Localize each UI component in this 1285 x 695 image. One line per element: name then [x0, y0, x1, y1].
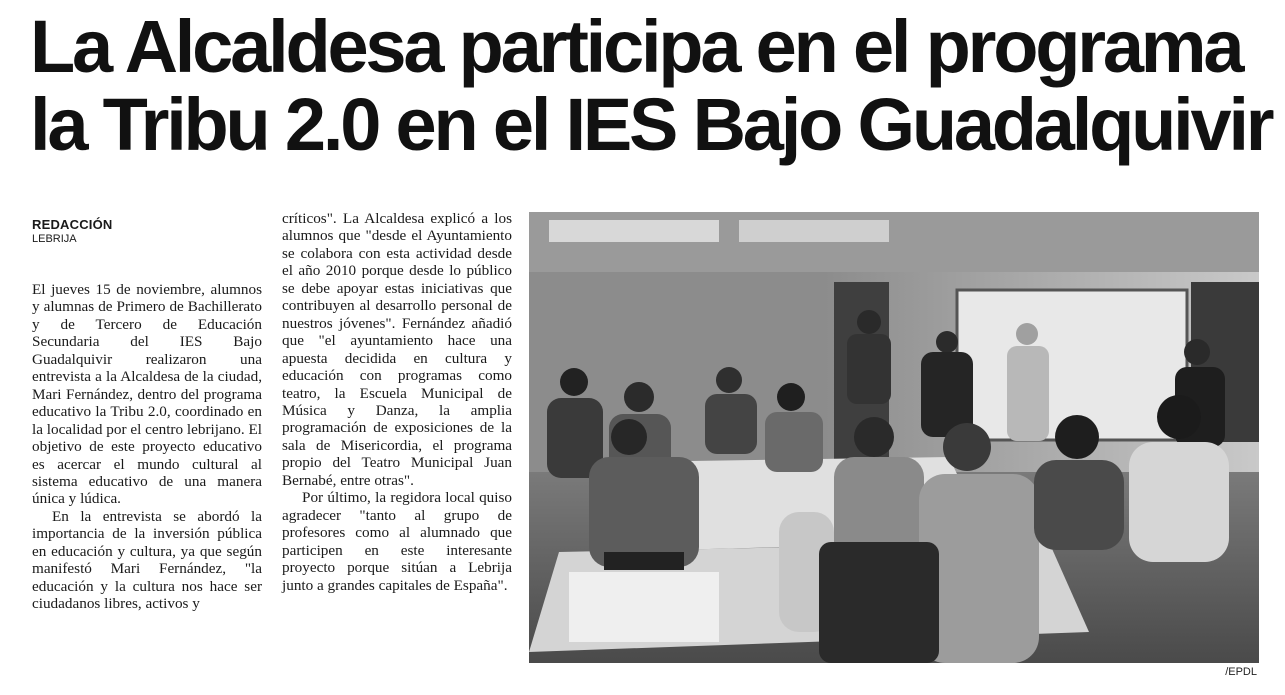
headline-line-1: La Alcaldesa participa en el programa — [30, 5, 1242, 88]
article-photo — [529, 212, 1259, 663]
paragraph: Por último, la regidora local quiso agradecer "tanto al grupo de profesores como al alumnado que participen en este interesante proyecto porque sitúan a Lebrija junto a grandes capitales de España". — [282, 489, 512, 594]
byline — [32, 217, 113, 246]
article-column-1 — [32, 281, 262, 613]
paragraph: En la entrevista se abordó la importancia de la inversión pública en educación y cultura, ya que según manifestó Mari Fernández, "la educación y la cultura nos hace ser ciudadanos libres, activos y — [32, 507, 262, 613]
headline-line-2: la Tribu 2.0 en el IES Bajo Guadalquivir — [30, 83, 1272, 166]
paragraph: El jueves 15 de noviembre, alumnos y alumnas de Primero de Bachillerato y de Tercero de Educación Secundaria del IES Bajo Guadalquivir realizaron una entrevista a la Alcaldesa de la ciudad, Mari Fernández, dentro del programa educativo la Tribu 2.0, coordinado en la localidad por el centro lebrijano. El objetivo de este proyecto educativo es acercar el mundo cultural al sistema educativo de una manera única y lúdica. — [32, 281, 262, 508]
article-column-2 — [282, 210, 512, 594]
byline-author: REDACCIÓN — [32, 217, 113, 232]
paragraph: críticos". La Alcaldesa explicó a los alumnos que "desde el Ayuntamiento se colabora con esta actividad desde el año 2010 porque desde lo público se debe apoyar estas iniciativas que contribuyen al desarrollo personal de nuestros jóvenes". Fernández añadió que "el ayuntamiento hace una apuesta decidida en cultura y educación con programas como teatro, la Escuela Municipal de Música y Danza, la amplia programación de exposiciones de la sala de Misericordia, el programa propio del Teatro Municipal Juan Bernabé, entre otras". — [282, 210, 512, 489]
byline-location: LEBRIJA — [32, 233, 77, 245]
photo-credit: /EPDL — [1225, 666, 1257, 678]
classroom-photo-illustration — [529, 212, 1259, 663]
headline — [30, 5, 1272, 166]
